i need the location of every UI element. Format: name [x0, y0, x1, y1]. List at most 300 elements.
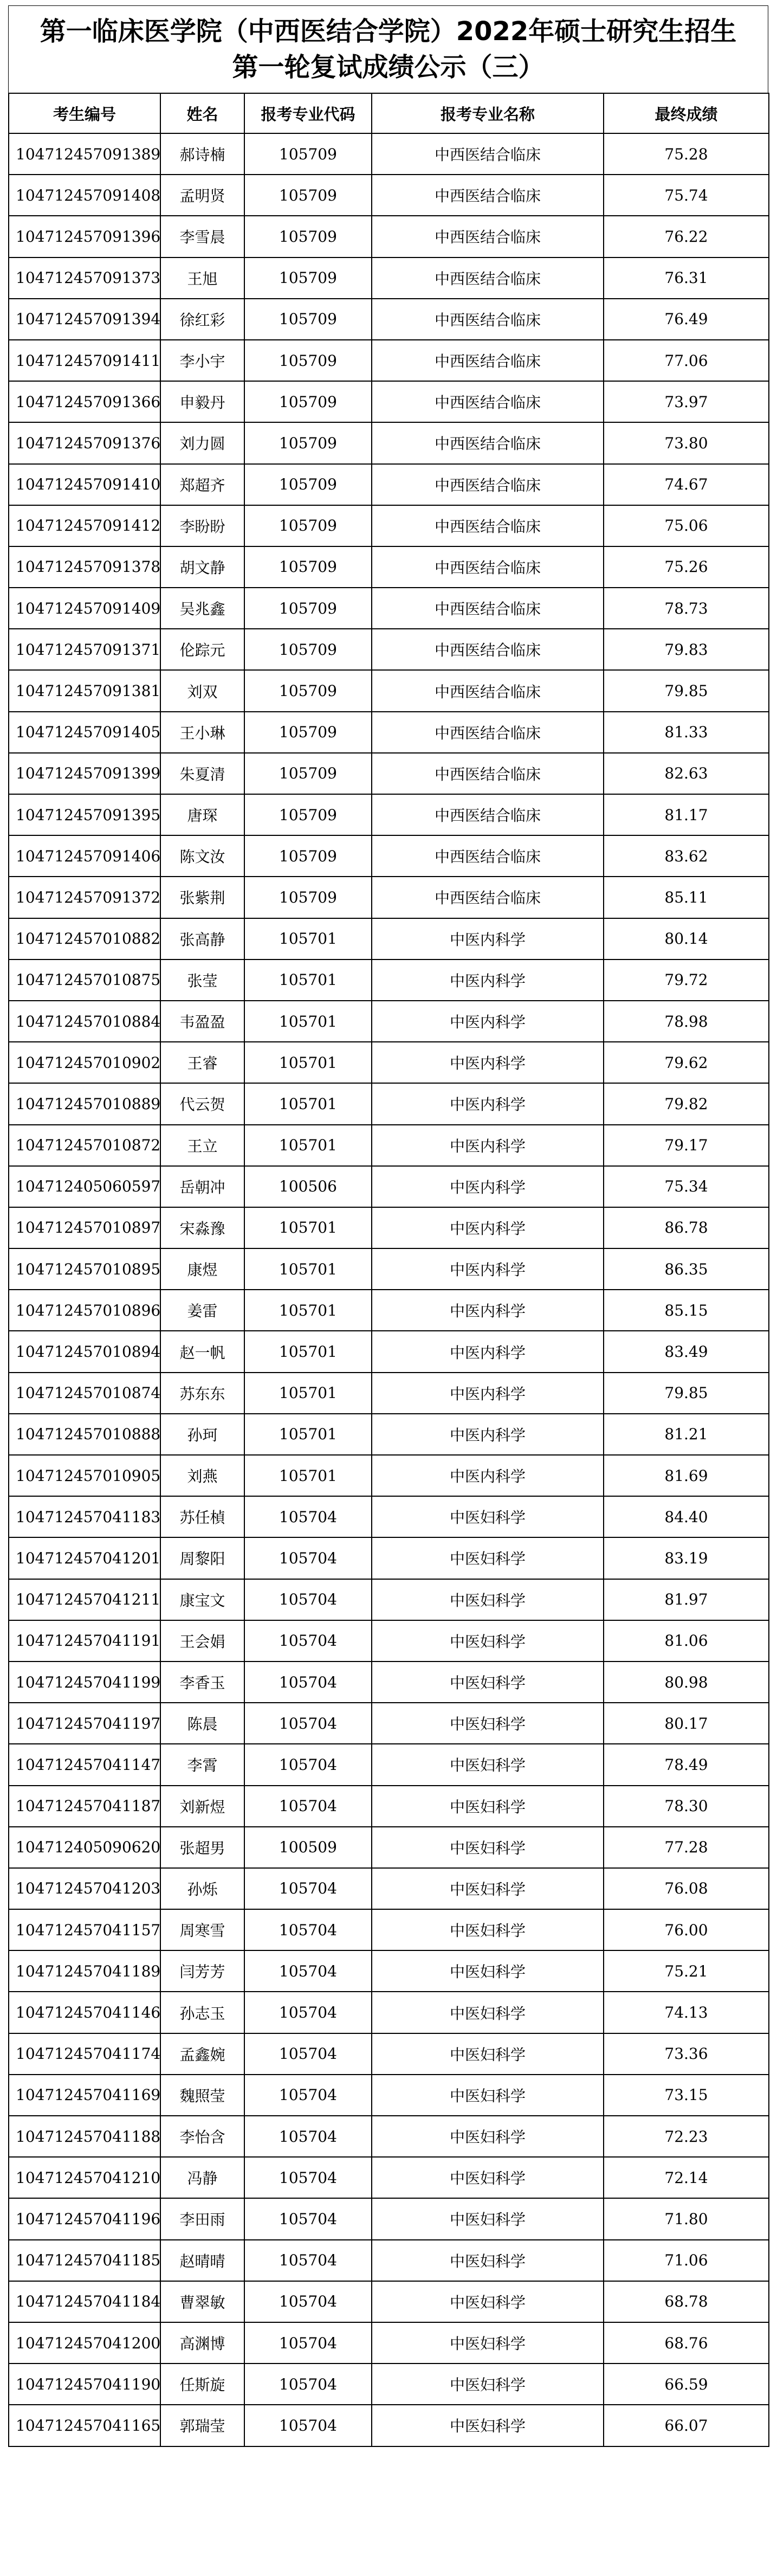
major-name-cell: 中西医结合临床: [372, 299, 604, 340]
candidate-id-cell: 104712457091412: [9, 505, 160, 546]
major-code-cell: 105704: [244, 2075, 372, 2116]
results-sheet: [8, 5, 768, 2447]
table-row: [9, 175, 769, 216]
table-row: [9, 2281, 769, 2322]
name-cell: 孟鑫婉: [160, 2033, 244, 2075]
major-name-cell: 中医内科学: [372, 1331, 604, 1372]
table-row: [9, 257, 769, 299]
table-row: [9, 794, 769, 835]
table-row: [9, 2033, 769, 2075]
major-code-cell: 105704: [244, 2364, 372, 2405]
major-name-cell: 中西医结合临床: [372, 340, 604, 381]
candidate-id-cell: 104712457010872: [9, 1125, 160, 1166]
name-cell: 宋淼豫: [160, 1207, 244, 1248]
major-code-cell: 105701: [244, 1414, 372, 1455]
major-code-cell: 105709: [244, 381, 372, 422]
final-score-cell: 76.08: [604, 1868, 769, 1909]
name-cell: 张莹: [160, 959, 244, 1001]
final-score-cell: 80.14: [604, 918, 769, 959]
candidate-id-cell: 104712457041199: [9, 1661, 160, 1703]
major-code-cell: 105709: [244, 257, 372, 299]
name-cell: 李霄: [160, 1744, 244, 1785]
table-row: [9, 670, 769, 711]
final-score-cell: 81.69: [604, 1455, 769, 1496]
document-title: [8, 5, 768, 93]
final-score-cell: 79.85: [604, 1373, 769, 1414]
final-score-cell: 76.49: [604, 299, 769, 340]
major-code-cell: 105709: [244, 877, 372, 918]
table-row: [9, 1950, 769, 1992]
major-code-cell: 105709: [244, 794, 372, 835]
table-row: [9, 712, 769, 753]
name-cell: 胡文静: [160, 546, 244, 588]
major-name-cell: 中西医结合临床: [372, 464, 604, 505]
table-row: [9, 1827, 769, 1868]
candidate-id-cell: 104712457010884: [9, 1001, 160, 1042]
major-code-cell: 105704: [244, 2240, 372, 2281]
major-code-cell: 105709: [244, 422, 372, 463]
major-code-cell: 105704: [244, 1992, 372, 2033]
major-name-cell: 中医妇科学: [372, 1579, 604, 1620]
major-code-cell: 105701: [244, 1290, 372, 1331]
major-name-cell: 中医内科学: [372, 1207, 604, 1248]
name-cell: 韦盈盈: [160, 1001, 244, 1042]
table-row: [9, 1248, 769, 1290]
candidate-id-cell: 104712457091399: [9, 753, 160, 794]
candidate-id-cell: 104712457041185: [9, 2240, 160, 2281]
candidate-id-cell: 104712457010874: [9, 1373, 160, 1414]
final-score-cell: 80.98: [604, 1661, 769, 1703]
candidate-id-cell: 104712457041201: [9, 1537, 160, 1579]
final-score-cell: 73.97: [604, 381, 769, 422]
name-cell: 朱夏清: [160, 753, 244, 794]
table-row: [9, 629, 769, 670]
final-score-cell: 79.82: [604, 1083, 769, 1124]
candidate-id-cell: 104712457041187: [9, 1786, 160, 1827]
final-score-cell: 74.13: [604, 1992, 769, 2033]
table-row: [9, 753, 769, 794]
header-final-score: 最终成绩: [604, 93, 769, 133]
candidate-id-cell: 104712457041210: [9, 2157, 160, 2198]
major-name-cell: 中医内科学: [372, 1042, 604, 1083]
final-score-cell: 77.06: [604, 340, 769, 381]
header-row: [9, 93, 769, 133]
final-score-cell: 75.06: [604, 505, 769, 546]
results-table: [8, 93, 769, 2447]
candidate-id-cell: 104712457091378: [9, 546, 160, 588]
table-row: [9, 1414, 769, 1455]
major-code-cell: 105709: [244, 670, 372, 711]
major-name-cell: 中医妇科学: [372, 1992, 604, 2033]
name-cell: 孙烁: [160, 1868, 244, 1909]
name-cell: 张超男: [160, 1827, 244, 1868]
major-name-cell: 中医妇科学: [372, 1827, 604, 1868]
table-row: [9, 1992, 769, 2033]
table-row: [9, 1744, 769, 1785]
major-code-cell: 105701: [244, 959, 372, 1001]
major-name-cell: 中医妇科学: [372, 1620, 604, 1661]
final-score-cell: 73.36: [604, 2033, 769, 2075]
table-row: [9, 1001, 769, 1042]
name-cell: 李雪晨: [160, 216, 244, 257]
major-name-cell: 中西医结合临床: [372, 257, 604, 299]
table-row: [9, 1373, 769, 1414]
candidate-id-cell: 104712457091373: [9, 257, 160, 299]
name-cell: 陈文汝: [160, 835, 244, 877]
table-row: [9, 464, 769, 505]
candidate-id-cell: 104712457010894: [9, 1331, 160, 1372]
candidate-id-cell: 104712457010902: [9, 1042, 160, 1083]
name-cell: 王立: [160, 1125, 244, 1166]
name-cell: 孙志玉: [160, 1992, 244, 2033]
candidate-id-cell: 104712457041174: [9, 2033, 160, 2075]
candidate-id-cell: 104712457010896: [9, 1290, 160, 1331]
final-score-cell: 75.26: [604, 546, 769, 588]
final-score-cell: 75.28: [604, 133, 769, 175]
table-row: [9, 2322, 769, 2364]
major-code-cell: 105704: [244, 1868, 372, 1909]
table-row: [9, 1166, 769, 1207]
major-code-cell: 105709: [244, 505, 372, 546]
major-name-cell: 中医妇科学: [372, 1868, 604, 1909]
table-row: [9, 2116, 769, 2157]
final-score-cell: 78.49: [604, 1744, 769, 1785]
major-name-cell: 中西医结合临床: [372, 794, 604, 835]
major-code-cell: 100509: [244, 1827, 372, 1868]
major-code-cell: 105704: [244, 2033, 372, 2075]
final-score-cell: 74.67: [604, 464, 769, 505]
table-row: [9, 1455, 769, 1496]
final-score-cell: 78.98: [604, 1001, 769, 1042]
header-candidate-id: 考生编号: [9, 93, 160, 133]
candidate-id-cell: 104712457091408: [9, 175, 160, 216]
header-name: 姓名: [160, 93, 244, 133]
major-code-cell: 105709: [244, 753, 372, 794]
table-row: [9, 1083, 769, 1124]
table-row: [9, 1331, 769, 1372]
name-cell: 苏东东: [160, 1373, 244, 1414]
candidate-id-cell: 104712457091381: [9, 670, 160, 711]
candidate-id-cell: 104712457010897: [9, 1207, 160, 1248]
major-code-cell: 105704: [244, 1703, 372, 1744]
candidate-id-cell: 104712457091405: [9, 712, 160, 753]
name-cell: 申毅丹: [160, 381, 244, 422]
major-code-cell: 105709: [244, 133, 372, 175]
candidate-id-cell: 104712457010905: [9, 1455, 160, 1496]
major-code-cell: 105701: [244, 1331, 372, 1372]
final-score-cell: 83.62: [604, 835, 769, 877]
final-score-cell: 75.34: [604, 1166, 769, 1207]
major-code-cell: 105704: [244, 2157, 372, 2198]
table-row: [9, 1579, 769, 1620]
candidate-id-cell: 104712405090620: [9, 1827, 160, 1868]
name-cell: 魏照莹: [160, 2075, 244, 2116]
candidate-id-cell: 104712457041190: [9, 2364, 160, 2405]
name-cell: 吴兆鑫: [160, 588, 244, 629]
name-cell: 曹翠敏: [160, 2281, 244, 2322]
major-name-cell: 中医妇科学: [372, 2240, 604, 2281]
table-row: [9, 1786, 769, 1827]
final-score-cell: 79.17: [604, 1125, 769, 1166]
candidate-id-cell: 104712457091396: [9, 216, 160, 257]
final-score-cell: 73.80: [604, 422, 769, 463]
name-cell: 郝诗楠: [160, 133, 244, 175]
candidate-id-cell: 104712457041197: [9, 1703, 160, 1744]
table-row: [9, 1868, 769, 1909]
table-row: [9, 133, 769, 175]
major-code-cell: 105709: [244, 588, 372, 629]
name-cell: 李小宇: [160, 340, 244, 381]
candidate-id-cell: 104712457041157: [9, 1909, 160, 1950]
major-code-cell: 105701: [244, 1001, 372, 1042]
table-row: [9, 505, 769, 546]
name-cell: 伦踪元: [160, 629, 244, 670]
name-cell: 王睿: [160, 1042, 244, 1083]
candidate-id-cell: 104712457041200: [9, 2322, 160, 2364]
name-cell: 孙珂: [160, 1414, 244, 1455]
candidate-id-cell: 104712457041169: [9, 2075, 160, 2116]
candidate-id-cell: 104712457041146: [9, 1992, 160, 2033]
title-line-1: 第一临床医学院（中西医结合学院）2022年硕士研究生招生: [40, 16, 737, 47]
table-row: [9, 1496, 769, 1537]
major-name-cell: 中医内科学: [372, 1414, 604, 1455]
name-cell: 康煜: [160, 1248, 244, 1290]
table-row: [9, 546, 769, 588]
table-row: [9, 299, 769, 340]
table-row: [9, 381, 769, 422]
name-cell: 李怡含: [160, 2116, 244, 2157]
major-name-cell: 中西医结合临床: [372, 753, 604, 794]
major-name-cell: 中医内科学: [372, 1455, 604, 1496]
major-code-cell: 105709: [244, 216, 372, 257]
header-major-code: 报考专业代码: [244, 93, 372, 133]
table-row: [9, 2198, 769, 2239]
major-code-cell: 105709: [244, 299, 372, 340]
candidate-id-cell: 104712457091409: [9, 588, 160, 629]
table-row: [9, 2240, 769, 2281]
candidate-id-cell: 104712457010889: [9, 1083, 160, 1124]
major-code-cell: 105709: [244, 629, 372, 670]
major-name-cell: 中医妇科学: [372, 1744, 604, 1785]
title-line-2: 第一轮复试成绩公示（三）: [232, 52, 545, 82]
major-name-cell: 中医内科学: [372, 959, 604, 1001]
table-row: [9, 1909, 769, 1950]
name-cell: 代云贺: [160, 1083, 244, 1124]
name-cell: 张紫荆: [160, 877, 244, 918]
major-name-cell: 中西医结合临床: [372, 546, 604, 588]
candidate-id-cell: 104712457091371: [9, 629, 160, 670]
candidate-id-cell: 104712457041211: [9, 1579, 160, 1620]
candidate-id-cell: 104712457091406: [9, 835, 160, 877]
header-major-name: 报考专业名称: [372, 93, 604, 133]
major-name-cell: 中医妇科学: [372, 1786, 604, 1827]
name-cell: 孟明贤: [160, 175, 244, 216]
name-cell: 李香玉: [160, 1661, 244, 1703]
final-score-cell: 76.31: [604, 257, 769, 299]
major-code-cell: 105704: [244, 2405, 372, 2446]
major-name-cell: 中医内科学: [372, 1083, 604, 1124]
major-name-cell: 中西医结合临床: [372, 381, 604, 422]
major-name-cell: 中医妇科学: [372, 2281, 604, 2322]
name-cell: 周寒雪: [160, 1909, 244, 1950]
final-score-cell: 66.07: [604, 2405, 769, 2446]
table-row: [9, 835, 769, 877]
major-name-cell: 中西医结合临床: [372, 877, 604, 918]
major-name-cell: 中西医结合临床: [372, 505, 604, 546]
major-code-cell: 105704: [244, 1744, 372, 1785]
candidate-id-cell: 104712457041203: [9, 1868, 160, 1909]
name-cell: 任斯旋: [160, 2364, 244, 2405]
major-name-cell: 中医妇科学: [372, 2405, 604, 2446]
name-cell: 王旭: [160, 257, 244, 299]
candidate-id-cell: 104712457091366: [9, 381, 160, 422]
name-cell: 李田雨: [160, 2198, 244, 2239]
major-code-cell: 105701: [244, 1083, 372, 1124]
candidate-id-cell: 104712457091394: [9, 299, 160, 340]
major-code-cell: 105709: [244, 340, 372, 381]
name-cell: 姜雷: [160, 1290, 244, 1331]
name-cell: 康宝文: [160, 1579, 244, 1620]
major-code-cell: 105709: [244, 546, 372, 588]
candidate-id-cell: 104712457091372: [9, 877, 160, 918]
final-score-cell: 75.74: [604, 175, 769, 216]
major-code-cell: 105701: [244, 1207, 372, 1248]
final-score-cell: 83.19: [604, 1537, 769, 1579]
final-score-cell: 86.78: [604, 1207, 769, 1248]
major-name-cell: 中医内科学: [372, 1373, 604, 1414]
candidate-id-cell: 104712457091389: [9, 133, 160, 175]
name-cell: 周黎阳: [160, 1537, 244, 1579]
final-score-cell: 72.14: [604, 2157, 769, 2198]
major-name-cell: 中西医结合临床: [372, 629, 604, 670]
candidate-id-cell: 104712457041165: [9, 2405, 160, 2446]
final-score-cell: 81.33: [604, 712, 769, 753]
final-score-cell: 86.35: [604, 1248, 769, 1290]
final-score-cell: 76.22: [604, 216, 769, 257]
candidate-id-cell: 104712457091395: [9, 794, 160, 835]
final-score-cell: 71.06: [604, 2240, 769, 2281]
name-cell: 刘新煜: [160, 1786, 244, 1827]
candidate-id-cell: 104712457041189: [9, 1950, 160, 1992]
major-code-cell: 105704: [244, 1620, 372, 1661]
table-row: [9, 1620, 769, 1661]
final-score-cell: 68.76: [604, 2322, 769, 2364]
major-code-cell: 105704: [244, 1496, 372, 1537]
final-score-cell: 79.85: [604, 670, 769, 711]
major-code-cell: 105704: [244, 1537, 372, 1579]
name-cell: 徐红彩: [160, 299, 244, 340]
major-code-cell: 105701: [244, 1248, 372, 1290]
table-row: [9, 1042, 769, 1083]
major-code-cell: 105704: [244, 1786, 372, 1827]
final-score-cell: 84.40: [604, 1496, 769, 1537]
name-cell: 闫芳芳: [160, 1950, 244, 1992]
major-code-cell: 105709: [244, 712, 372, 753]
candidate-id-cell: 104712457091411: [9, 340, 160, 381]
major-code-cell: 105709: [244, 835, 372, 877]
major-code-cell: 105704: [244, 2116, 372, 2157]
candidate-id-cell: 104712457041188: [9, 2116, 160, 2157]
major-name-cell: 中医妇科学: [372, 2198, 604, 2239]
name-cell: 郑超齐: [160, 464, 244, 505]
major-name-cell: 中医内科学: [372, 1166, 604, 1207]
major-code-cell: 105704: [244, 2198, 372, 2239]
final-score-cell: 78.73: [604, 588, 769, 629]
major-code-cell: 105709: [244, 464, 372, 505]
name-cell: 唐琛: [160, 794, 244, 835]
major-name-cell: 中医妇科学: [372, 1703, 604, 1744]
name-cell: 刘双: [160, 670, 244, 711]
table-row: [9, 340, 769, 381]
major-name-cell: 中医内科学: [372, 918, 604, 959]
name-cell: 张高静: [160, 918, 244, 959]
major-code-cell: 105704: [244, 2322, 372, 2364]
candidate-id-cell: 104712457010888: [9, 1414, 160, 1455]
candidate-id-cell: 104712457041196: [9, 2198, 160, 2239]
name-cell: 陈晨: [160, 1703, 244, 1744]
candidate-id-cell: 104712457010882: [9, 918, 160, 959]
name-cell: 郭瑞莹: [160, 2405, 244, 2446]
major-code-cell: 105704: [244, 1950, 372, 1992]
table-row: [9, 2364, 769, 2405]
major-name-cell: 中西医结合临床: [372, 588, 604, 629]
name-cell: 岳朝冲: [160, 1166, 244, 1207]
candidate-id-cell: 104712457091410: [9, 464, 160, 505]
final-score-cell: 79.83: [604, 629, 769, 670]
major-name-cell: 中西医结合临床: [372, 422, 604, 463]
table-row: [9, 1207, 769, 1248]
major-code-cell: 105701: [244, 1125, 372, 1166]
name-cell: 刘力圆: [160, 422, 244, 463]
candidate-id-cell: 104712457010875: [9, 959, 160, 1001]
major-name-cell: 中医妇科学: [372, 1909, 604, 1950]
major-code-cell: 105701: [244, 1455, 372, 1496]
final-score-cell: 81.21: [604, 1414, 769, 1455]
major-name-cell: 中西医结合临床: [372, 712, 604, 753]
candidate-id-cell: 104712405060597: [9, 1166, 160, 1207]
final-score-cell: 80.17: [604, 1703, 769, 1744]
table-row: [9, 2075, 769, 2116]
name-cell: 刘燕: [160, 1455, 244, 1496]
name-cell: 王小琳: [160, 712, 244, 753]
table-row: [9, 588, 769, 629]
major-name-cell: 中西医结合临床: [372, 216, 604, 257]
major-code-cell: 105701: [244, 1042, 372, 1083]
table-row: [9, 1290, 769, 1331]
major-name-cell: 中医内科学: [372, 1248, 604, 1290]
table-row: [9, 877, 769, 918]
major-code-cell: 105704: [244, 2281, 372, 2322]
candidate-id-cell: 104712457041191: [9, 1620, 160, 1661]
final-score-cell: 82.63: [604, 753, 769, 794]
name-cell: 冯静: [160, 2157, 244, 2198]
major-name-cell: 中医妇科学: [372, 1496, 604, 1537]
final-score-cell: 79.72: [604, 959, 769, 1001]
major-code-cell: 105701: [244, 918, 372, 959]
candidate-id-cell: 104712457010895: [9, 1248, 160, 1290]
final-score-cell: 71.80: [604, 2198, 769, 2239]
table-row: [9, 422, 769, 463]
final-score-cell: 85.11: [604, 877, 769, 918]
table-row: [9, 1125, 769, 1166]
final-score-cell: 66.59: [604, 2364, 769, 2405]
final-score-cell: 72.23: [604, 2116, 769, 2157]
final-score-cell: 83.49: [604, 1331, 769, 1372]
final-score-cell: 81.97: [604, 1579, 769, 1620]
major-name-cell: 中医内科学: [372, 1125, 604, 1166]
table-row: [9, 1537, 769, 1579]
table-row: [9, 2405, 769, 2446]
